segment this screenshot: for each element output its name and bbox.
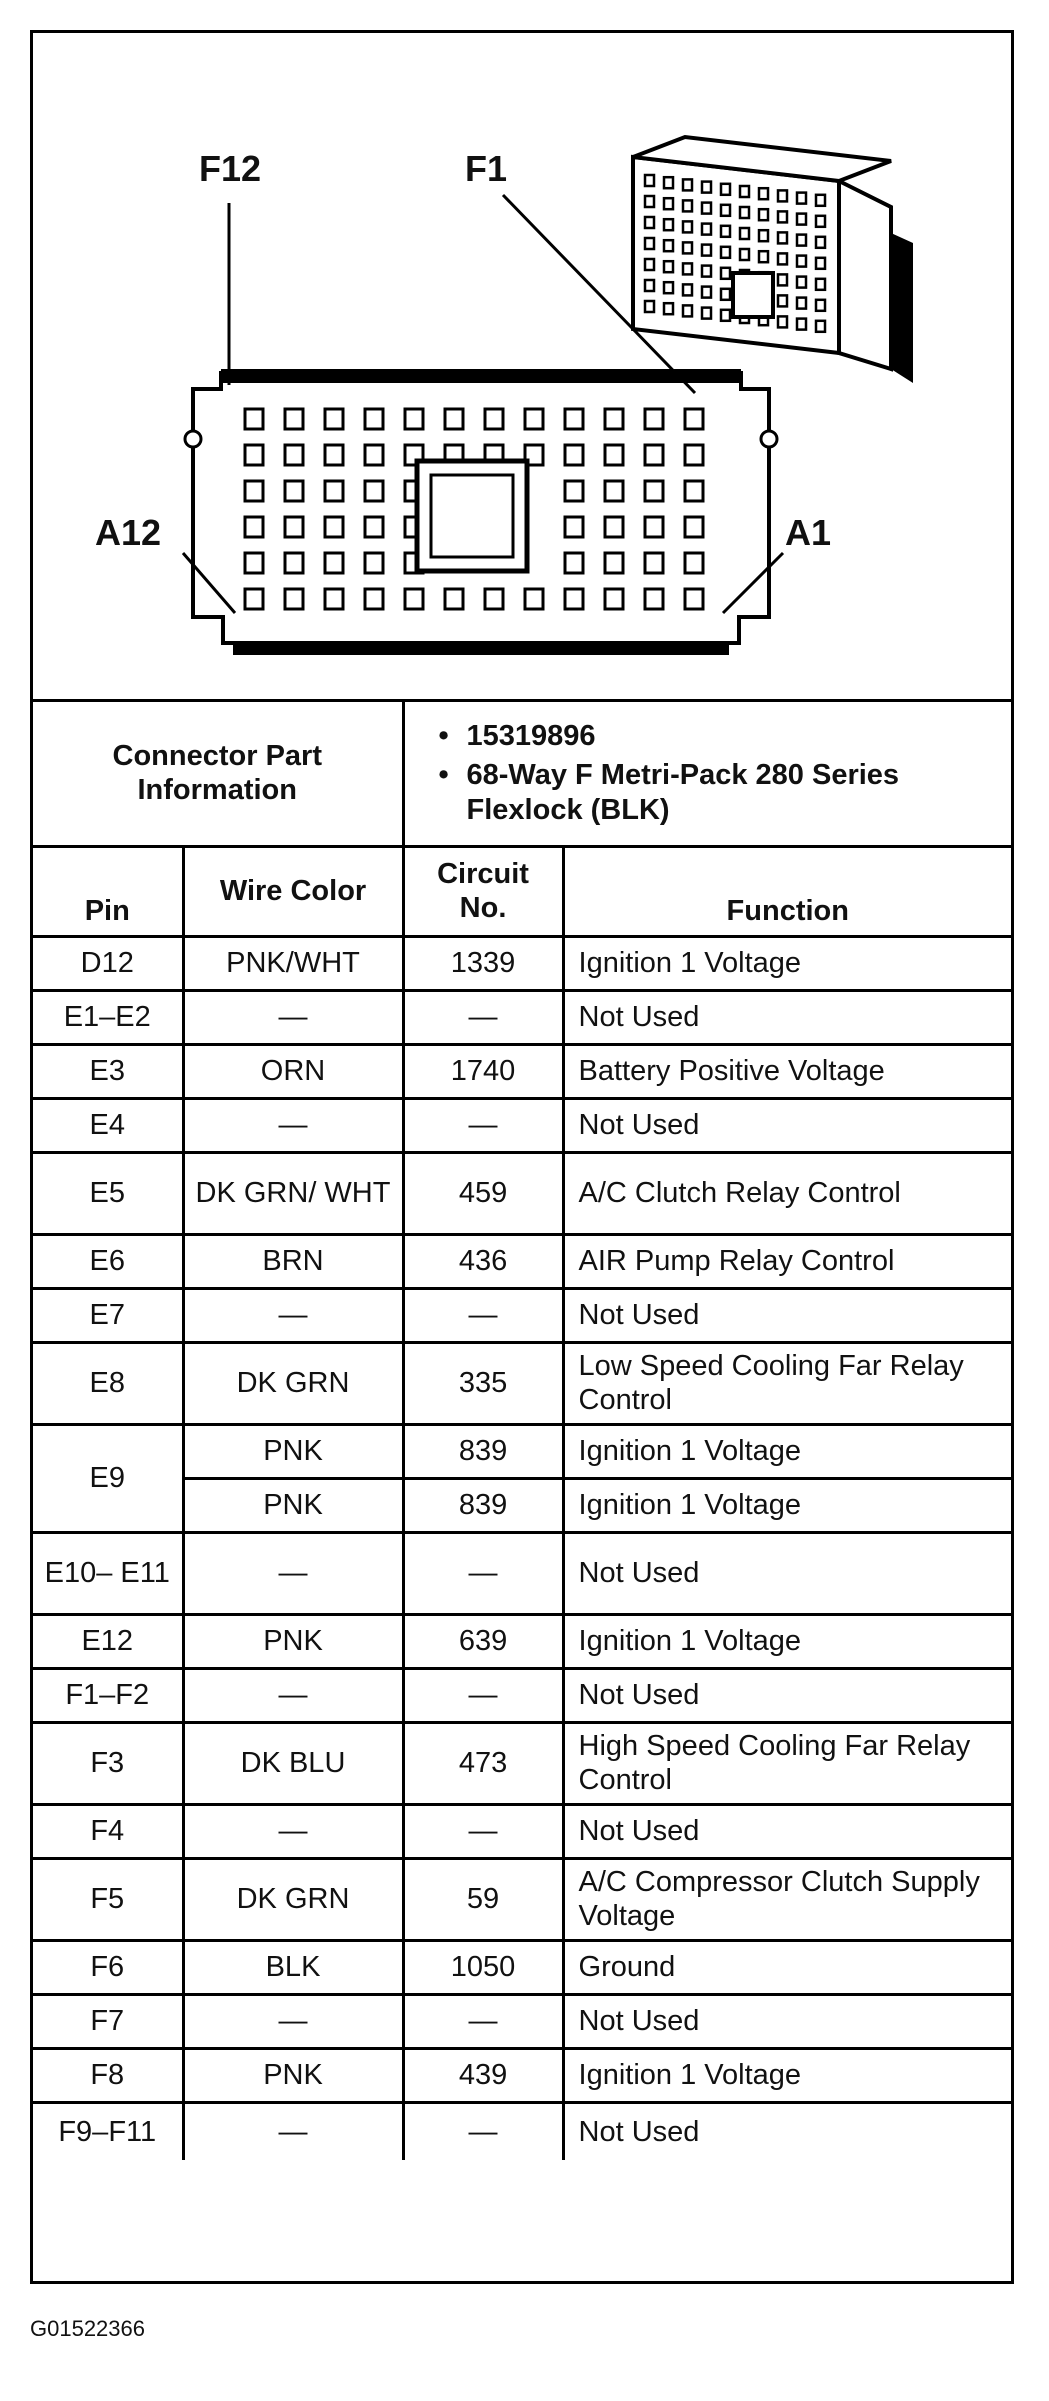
pin-cavity: [685, 445, 703, 465]
pin-cell: E3: [33, 1044, 183, 1098]
table-row: [33, 1532, 1011, 1614]
wire-color-cell: DK GRN: [183, 1342, 403, 1424]
pin-cavity: [685, 589, 703, 609]
pin-cell: F1–F2: [33, 1668, 183, 1722]
pin-cell: F7: [33, 1994, 183, 2048]
connector-pinout-table: [33, 702, 1011, 2160]
wire-color-cell: PNK: [183, 1614, 403, 1668]
pin-cavity: [245, 481, 263, 501]
wire-color-cell: DK BLU: [183, 1722, 403, 1804]
pin-cavity: [605, 445, 623, 465]
wire-color-cell: PNK: [183, 1478, 403, 1532]
iso-pin-cavity: [721, 205, 730, 216]
iso-pin-cavity: [645, 301, 654, 312]
table-row: [33, 1234, 1011, 1288]
iso-pin-cavity: [816, 321, 825, 332]
iso-pin-cavity: [702, 203, 711, 214]
pin-cavity: [245, 445, 263, 465]
pin-cavity: [285, 481, 303, 501]
f1-label: F1: [465, 148, 508, 189]
iso-pin-cavity: [683, 179, 692, 190]
pin-cavity: [445, 409, 463, 429]
pin-cavity: [565, 589, 583, 609]
connector-info-list: [413, 719, 1004, 827]
function-cell: A/C Compressor Clutch Supply Voltage: [563, 1858, 1011, 1940]
circuit-cell: —: [403, 1098, 563, 1152]
wire-color-cell: PNK: [183, 1424, 403, 1478]
iso-pin-cavity: [721, 226, 730, 237]
iso-pin-cavity: [721, 184, 730, 195]
circuit-cell: 436: [403, 1234, 563, 1288]
table-row: [33, 1152, 1011, 1234]
connector-drawing: [33, 33, 1011, 699]
function-cell: Not Used: [563, 1804, 1011, 1858]
pin-cavity: [285, 445, 303, 465]
a12-label: A12: [95, 512, 162, 553]
iso-pin-cavity: [797, 277, 806, 288]
iso-pin-cavity: [664, 219, 673, 230]
wire-color-cell: —: [183, 1804, 403, 1858]
circuit-cell: —: [403, 1288, 563, 1342]
connector-diagram-frame: [30, 30, 1014, 2284]
wire-color-cell: PNK/WHT: [183, 936, 403, 990]
pin-cavity: [365, 445, 383, 465]
pin-cavity: [645, 409, 663, 429]
iso-pin-cavity: [778, 211, 787, 222]
iso-pin-cavity: [702, 182, 711, 193]
circuit-cell: 473: [403, 1722, 563, 1804]
table-row: [33, 1424, 1011, 1478]
header-wire-color: Wire Color: [183, 846, 403, 936]
circuit-cell: 1339: [403, 936, 563, 990]
iso-pin-cavity: [797, 214, 806, 225]
iso-pin-cavity: [702, 245, 711, 256]
pin-cavity: [285, 589, 303, 609]
pin-cell: E6: [33, 1234, 183, 1288]
circuit-cell: —: [403, 1994, 563, 2048]
iso-pin-cavity: [702, 224, 711, 235]
pin-cavity: [605, 481, 623, 501]
pin-cavity: [325, 553, 343, 573]
connector-diagram-area: [33, 33, 1011, 702]
iso-pin-cavity: [683, 305, 692, 316]
iso-pin-cavity: [816, 258, 825, 269]
header-function: Function: [563, 846, 1011, 936]
iso-pin-cavity: [683, 284, 692, 295]
iso-pin-cavity: [721, 289, 730, 300]
pin-cavity: [525, 589, 543, 609]
right-latch: [761, 431, 777, 447]
f12-label: F12: [199, 148, 262, 189]
function-cell: Not Used: [563, 1098, 1011, 1152]
pin-cavity: [285, 409, 303, 429]
pin-cell: E5: [33, 1152, 183, 1234]
circuit-cell: —: [403, 1804, 563, 1858]
table-row: [33, 1288, 1011, 1342]
iso-pin-cavity: [683, 221, 692, 232]
pin-cavity: [565, 517, 583, 537]
circuit-cell: —: [403, 1532, 563, 1614]
iso-pin-cavity: [759, 209, 768, 220]
iso-pin-cavity: [797, 319, 806, 330]
function-cell: A/C Clutch Relay Control: [563, 1152, 1011, 1234]
iso-pin-cavity: [797, 298, 806, 309]
circuit-cell: —: [403, 990, 563, 1044]
iso-pin-cavity: [740, 186, 749, 197]
pin-cavity: [405, 409, 423, 429]
pin-cavity: [245, 553, 263, 573]
pin-cell: F8: [33, 2048, 183, 2102]
pin-cavity: [365, 481, 383, 501]
circuit-cell: 639: [403, 1614, 563, 1668]
iso-pin-cavity: [778, 190, 787, 201]
iso-pin-cavity: [664, 240, 673, 251]
iso-pin-cavity: [645, 217, 654, 228]
wire-color-cell: —: [183, 990, 403, 1044]
iso-pin-cavity: [759, 188, 768, 199]
a1-label: A1: [785, 512, 832, 553]
pin-cell: D12: [33, 936, 183, 990]
wire-color-cell: —: [183, 1098, 403, 1152]
connector-description: • 68-Way F Metri-Pack 280 Series Flexlock (BLK): [439, 758, 1004, 828]
connector-info-details-cell: [403, 702, 1011, 846]
table-row: [33, 1668, 1011, 1722]
iso-pin-cavity: [778, 274, 787, 285]
iso-pin-cavity: [740, 207, 749, 218]
pin-cavity: [445, 589, 463, 609]
pin-cavity: [645, 589, 663, 609]
connector-info-row: [33, 702, 1011, 846]
circuit-cell: 459: [403, 1152, 563, 1234]
table-row: [33, 1858, 1011, 1940]
table-row: [33, 1342, 1011, 1424]
pin-cell: F3: [33, 1722, 183, 1804]
table-row: [33, 990, 1011, 1044]
table-row: [33, 1994, 1011, 2048]
part-number: • 15319896: [439, 719, 1004, 754]
pin-cell: E9: [33, 1424, 183, 1532]
pin-cavity: [605, 517, 623, 537]
circuit-cell: —: [403, 2102, 563, 2160]
iso-pin-cavity: [778, 295, 787, 306]
pin-cavity: [245, 517, 263, 537]
a1-leader: [723, 553, 783, 613]
connector-isometric-view: [633, 137, 913, 383]
iso-pin-cavity: [721, 268, 730, 279]
iso-pin-cavity: [778, 232, 787, 243]
function-cell: Battery Positive Voltage: [563, 1044, 1011, 1098]
iso-pin-cavity: [645, 196, 654, 207]
pin-cavity: [365, 517, 383, 537]
iso-pin-cavity: [759, 251, 768, 262]
pin-cavity: [645, 481, 663, 501]
wire-color-cell: BRN: [183, 1234, 403, 1288]
function-cell: Low Speed Cooling Far Relay Control: [563, 1342, 1011, 1424]
iso-pin-cavity: [816, 216, 825, 227]
pin-cavity: [645, 517, 663, 537]
function-cell: Ignition 1 Voltage: [563, 1424, 1011, 1478]
iso-pin-cavity: [683, 263, 692, 274]
pin-cell: E4: [33, 1098, 183, 1152]
table-header-row: [33, 846, 1011, 936]
pin-cavity: [685, 481, 703, 501]
table-row: [33, 1804, 1011, 1858]
pin-cavity: [285, 517, 303, 537]
pin-cavity: [565, 409, 583, 429]
pin-cell: E1–E2: [33, 990, 183, 1044]
iso-pin-cavity: [778, 253, 787, 264]
pin-cavity: [365, 553, 383, 573]
function-cell: Not Used: [563, 2102, 1011, 2160]
pin-cavity: [645, 553, 663, 573]
pin-cavity: [685, 409, 703, 429]
function-cell: Not Used: [563, 1668, 1011, 1722]
table-row: [33, 1614, 1011, 1668]
pin-cavity: [365, 589, 383, 609]
header-pin: Pin: [33, 846, 183, 936]
connector-info-title: Connector Part Information: [112, 740, 322, 807]
iso-pin-cavity: [740, 249, 749, 260]
iso-pin-cavity: [664, 303, 673, 314]
pin-cavity: [525, 409, 543, 429]
table-row: [33, 2102, 1011, 2160]
wire-color-cell: —: [183, 1994, 403, 2048]
pin-cavity: [485, 589, 503, 609]
wire-color-cell: BLK: [183, 1940, 403, 1994]
wire-color-cell: —: [183, 1668, 403, 1722]
function-cell: AIR Pump Relay Control: [563, 1234, 1011, 1288]
circuit-cell: 59: [403, 1858, 563, 1940]
iso-pin-cavity: [683, 200, 692, 211]
function-cell: Not Used: [563, 990, 1011, 1044]
table-row: [33, 936, 1011, 990]
iso-pin-cavity: [816, 300, 825, 311]
iso-pin-cavity: [759, 230, 768, 241]
function-cell: Ignition 1 Voltage: [563, 1478, 1011, 1532]
connector-info-title-cell: [33, 702, 403, 846]
pin-cell: F9–F11: [33, 2102, 183, 2160]
iso-pin-cavity: [664, 282, 673, 293]
pin-cell: E12: [33, 1614, 183, 1668]
wire-color-cell: DK GRN: [183, 1858, 403, 1940]
a12-leader: [183, 553, 235, 613]
pin-cavity: [325, 445, 343, 465]
pin-cavity: [325, 589, 343, 609]
circuit-cell: 439: [403, 2048, 563, 2102]
iso-pin-cavity: [702, 287, 711, 298]
pin-cavity: [325, 481, 343, 501]
function-cell: Not Used: [563, 1532, 1011, 1614]
pin-cavity: [285, 553, 303, 573]
table-row: [33, 1098, 1011, 1152]
iso-pin-cavity: [816, 279, 825, 290]
iso-pin-cavity: [683, 242, 692, 253]
figure-id: G01522366: [30, 2316, 145, 2341]
table-row: [33, 2048, 1011, 2102]
iso-pin-cavity: [664, 198, 673, 209]
function-cell: High Speed Cooling Far Relay Control: [563, 1722, 1011, 1804]
center-lock-inner: [431, 475, 513, 557]
iso-pin-cavity: [702, 266, 711, 277]
function-cell: Ignition 1 Voltage: [563, 2048, 1011, 2102]
wire-color-cell: PNK: [183, 2048, 403, 2102]
iso-pin-cavity: [797, 256, 806, 267]
function-cell: Ignition 1 Voltage: [563, 936, 1011, 990]
pinout-rows: [33, 936, 1011, 2160]
table-row: [33, 1940, 1011, 1994]
iso-pin-cavity: [702, 308, 711, 319]
circuit-cell: 839: [403, 1478, 563, 1532]
pin-cavity: [685, 517, 703, 537]
pin-cavity: [325, 409, 343, 429]
iso-pin-cavity: [645, 259, 654, 270]
table-row: [33, 1722, 1011, 1804]
iso-pin-cavity: [816, 195, 825, 206]
function-cell: Not Used: [563, 1288, 1011, 1342]
pin-cell: F4: [33, 1804, 183, 1858]
iso-pin-cavity: [797, 193, 806, 204]
iso-pin-cavity: [664, 177, 673, 188]
iso-pin-cavity: [645, 238, 654, 249]
pin-cell: E10– E11: [33, 1532, 183, 1614]
pin-cell: F6: [33, 1940, 183, 1994]
iso-pin-cavity: [664, 261, 673, 272]
pin-cavity: [605, 409, 623, 429]
iso-pin-cavity: [721, 310, 730, 321]
pin-cavity: [485, 409, 503, 429]
wire-color-cell: DK GRN/ WHT: [183, 1152, 403, 1234]
connector-bottom-ridge: [233, 643, 729, 655]
circuit-cell: 839: [403, 1424, 563, 1478]
function-cell: Ignition 1 Voltage: [563, 1614, 1011, 1668]
iso-pin-cavity: [816, 237, 825, 248]
pin-cavity: [565, 445, 583, 465]
wire-color-cell: —: [183, 2102, 403, 2160]
pin-cavity: [565, 481, 583, 501]
wire-color-cell: —: [183, 1532, 403, 1614]
wire-color-cell: ORN: [183, 1044, 403, 1098]
wire-color-cell: —: [183, 1288, 403, 1342]
pin-cell: E8: [33, 1342, 183, 1424]
pin-cavity: [605, 589, 623, 609]
circuit-cell: 1050: [403, 1940, 563, 1994]
pin-cavity: [605, 553, 623, 573]
pin-cavity: [565, 553, 583, 573]
iso-pin-cavity: [721, 247, 730, 258]
pin-cell: F5: [33, 1858, 183, 1940]
function-cell: Not Used: [563, 1994, 1011, 2048]
iso-pin-cavity: [778, 316, 787, 327]
pin-cavity: [325, 517, 343, 537]
iso-pin-cavity: [797, 235, 806, 246]
pin-cavity: [245, 589, 263, 609]
circuit-cell: 335: [403, 1342, 563, 1424]
iso-pin-cavity: [740, 228, 749, 239]
circuit-cell: 1740: [403, 1044, 563, 1098]
pin-cell: E7: [33, 1288, 183, 1342]
pin-cavity: [645, 445, 663, 465]
circuit-cell: —: [403, 1668, 563, 1722]
table-row: [33, 1044, 1011, 1098]
left-latch: [185, 431, 201, 447]
pin-cavity: [685, 553, 703, 573]
iso-pin-cavity: [645, 280, 654, 291]
pin-cavity: [405, 589, 423, 609]
iso-pin-cavity: [645, 175, 654, 186]
pin-cavity: [365, 409, 383, 429]
pin-cavity: [245, 409, 263, 429]
function-cell: Ground: [563, 1940, 1011, 1994]
header-circuit-no: Circuit No.: [403, 846, 563, 936]
